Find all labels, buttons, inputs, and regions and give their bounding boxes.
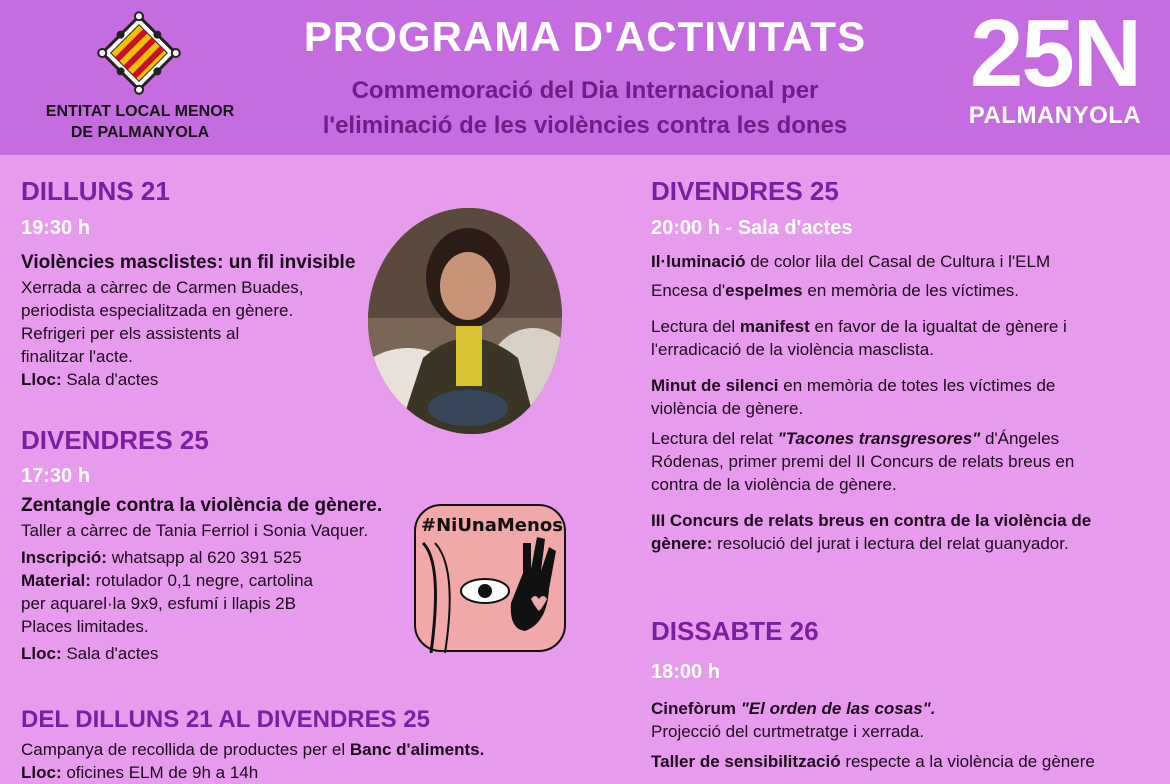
silence-bold: Minut de silenci xyxy=(651,376,779,395)
day-heading-monday: DILLUNS 21 xyxy=(21,176,170,206)
reading-author: d'Ángeles xyxy=(980,429,1060,448)
inscription-line xyxy=(21,546,411,569)
place-line xyxy=(21,642,411,665)
friday-evening-program xyxy=(651,250,1156,555)
saturday-program xyxy=(651,697,1156,773)
candles-text: en memòria de les víctimes. xyxy=(802,281,1019,300)
limited-places: Places limitades. xyxy=(21,617,149,636)
time-monday: 19:30 h xyxy=(21,217,90,239)
event-title-monday: Violències masclistes: un fil invisible xyxy=(21,252,356,273)
subtitle-line-2: l'eliminació de les violències contra les dones xyxy=(322,112,848,139)
reading-line-3: contra de la violència de gènere. xyxy=(651,475,897,494)
campaign-text: Campanya de recollida de productes per el xyxy=(21,740,350,759)
badge-place: PALMANYOLA xyxy=(968,102,1142,129)
description-line: Refrigeri per els assistents al xyxy=(21,324,240,343)
day-heading-saturday: DISSABTE 26 xyxy=(651,616,819,646)
coat-of-arms-icon xyxy=(96,10,182,96)
place-label: Lloc: xyxy=(21,370,62,389)
entity-line-1: ENTITAT LOCAL MENOR xyxy=(45,103,235,120)
place-value: Sala d'actes xyxy=(61,644,159,663)
workshop-bold: Taller de sensibilització xyxy=(651,752,841,771)
day-heading-friday-right: DIVENDRES 25 xyxy=(651,176,839,206)
page-subtitle xyxy=(270,73,900,143)
candles-line xyxy=(651,279,1156,302)
reading-title: "Tacones transgresores" xyxy=(777,429,981,448)
manifest-line xyxy=(651,315,1156,338)
speaker-photo xyxy=(368,208,562,434)
contest-line-2 xyxy=(651,532,1156,555)
manifest-text: en favor de la igualtat de gènere i xyxy=(809,317,1067,336)
contest-text: resolució del jurat i lectura del relat guanyador. xyxy=(712,534,1069,553)
description-line: finalitzar l'acte. xyxy=(21,347,133,366)
header-banner xyxy=(0,0,1170,155)
workshop-text: respecte a la violència de gènere xyxy=(840,752,1095,771)
reading-pre: Lectura del relat xyxy=(651,429,778,448)
artwork-text: #NiUnaMenos xyxy=(421,515,563,536)
event-title-zentangle: Zentangle contra la violència de gènere. xyxy=(21,495,383,516)
time-saturday: 18:00 h xyxy=(651,661,720,683)
place-line xyxy=(21,761,581,784)
time-friday-left: 17:30 h xyxy=(21,465,90,487)
place-value: Sala d'actes xyxy=(61,370,159,389)
illumination-line xyxy=(651,250,1156,273)
material-value: rotulador 0,1 negre, cartolina xyxy=(90,571,314,590)
contest-bold-2: gènere: xyxy=(651,534,713,553)
cineforum-line-2: Projecció del curtmetratge i xerrada. xyxy=(651,722,925,741)
illumination-text: de color lila del Casal de Cultura i l'ELM xyxy=(745,252,1051,271)
reading-line xyxy=(651,427,1156,450)
candles-bold: espelmes xyxy=(725,281,803,300)
place-value: oficines ELM de 9h a 14h xyxy=(61,763,259,782)
manifest-line-2: l'erradicació de la violència masclista. xyxy=(651,340,934,359)
illumination-bold: Il·luminació xyxy=(651,252,746,271)
cineforum-title: "El orden de las cosas". xyxy=(740,699,936,718)
place-label: Lloc: xyxy=(21,763,62,782)
silence-text: en memòria de totes les víctimes de xyxy=(778,376,1056,395)
material-line xyxy=(21,569,411,592)
place-label: Lloc: xyxy=(21,644,62,663)
ni-una-menos-artwork xyxy=(413,503,567,653)
event-description-monday xyxy=(21,276,361,391)
material-label: Material: xyxy=(21,571,91,590)
contest-bold: III Concurs de relats breus en contra de la violència de xyxy=(651,511,1092,530)
description-line: periodista especialitzada en gènere. xyxy=(21,301,294,320)
inscription-label: Inscripció: xyxy=(21,548,107,567)
day-heading-friday-left: DIVENDRES 25 xyxy=(21,425,209,455)
entity-line-2: DE PALMANYOLA xyxy=(70,124,210,141)
silence-line xyxy=(651,374,1156,397)
entity-name xyxy=(20,101,260,143)
event-description-zentangle xyxy=(21,519,411,665)
manifest-bold: manifest xyxy=(739,317,810,336)
description-line: Xerrada a càrrec de Carmen Buades, xyxy=(21,278,304,297)
description-line: Taller a càrrec de Tania Ferriol i Sonia Vaquer. xyxy=(21,521,369,540)
manifest-pre: Lectura del xyxy=(651,317,740,336)
campaign-line xyxy=(21,738,581,761)
page-title: PROGRAMA D'ACTIVITATS xyxy=(303,13,867,60)
day-heading-week: DEL DILLUNS 21 AL DIVENDRES 25 xyxy=(21,706,430,733)
material-line-2: per aquarel·la 9x9, esfumí i llapis 2B xyxy=(21,594,296,613)
silence-line-2: violència de gènere. xyxy=(651,399,804,418)
time-friday-right: 20:00 h - Sala d'actes xyxy=(651,217,853,239)
subtitle-line-1: Commemoració del Dia Internacional per xyxy=(351,77,819,104)
food-bank-campaign xyxy=(21,738,581,784)
cineforum-line xyxy=(651,697,1156,720)
reading-line-2: Ródenas, primer premi del II Concurs de relats breus en xyxy=(651,452,1075,471)
candles-pre: Encesa d' xyxy=(651,281,726,300)
inscription-value: whatsapp al 620 391 525 xyxy=(106,548,302,567)
badge-25n: 25N xyxy=(969,0,1141,107)
contest-line xyxy=(651,509,1156,532)
place-line xyxy=(21,368,361,391)
cineforum-bold: Cinefòrum xyxy=(651,699,741,718)
campaign-bold: Banc d'aliments. xyxy=(349,740,485,759)
